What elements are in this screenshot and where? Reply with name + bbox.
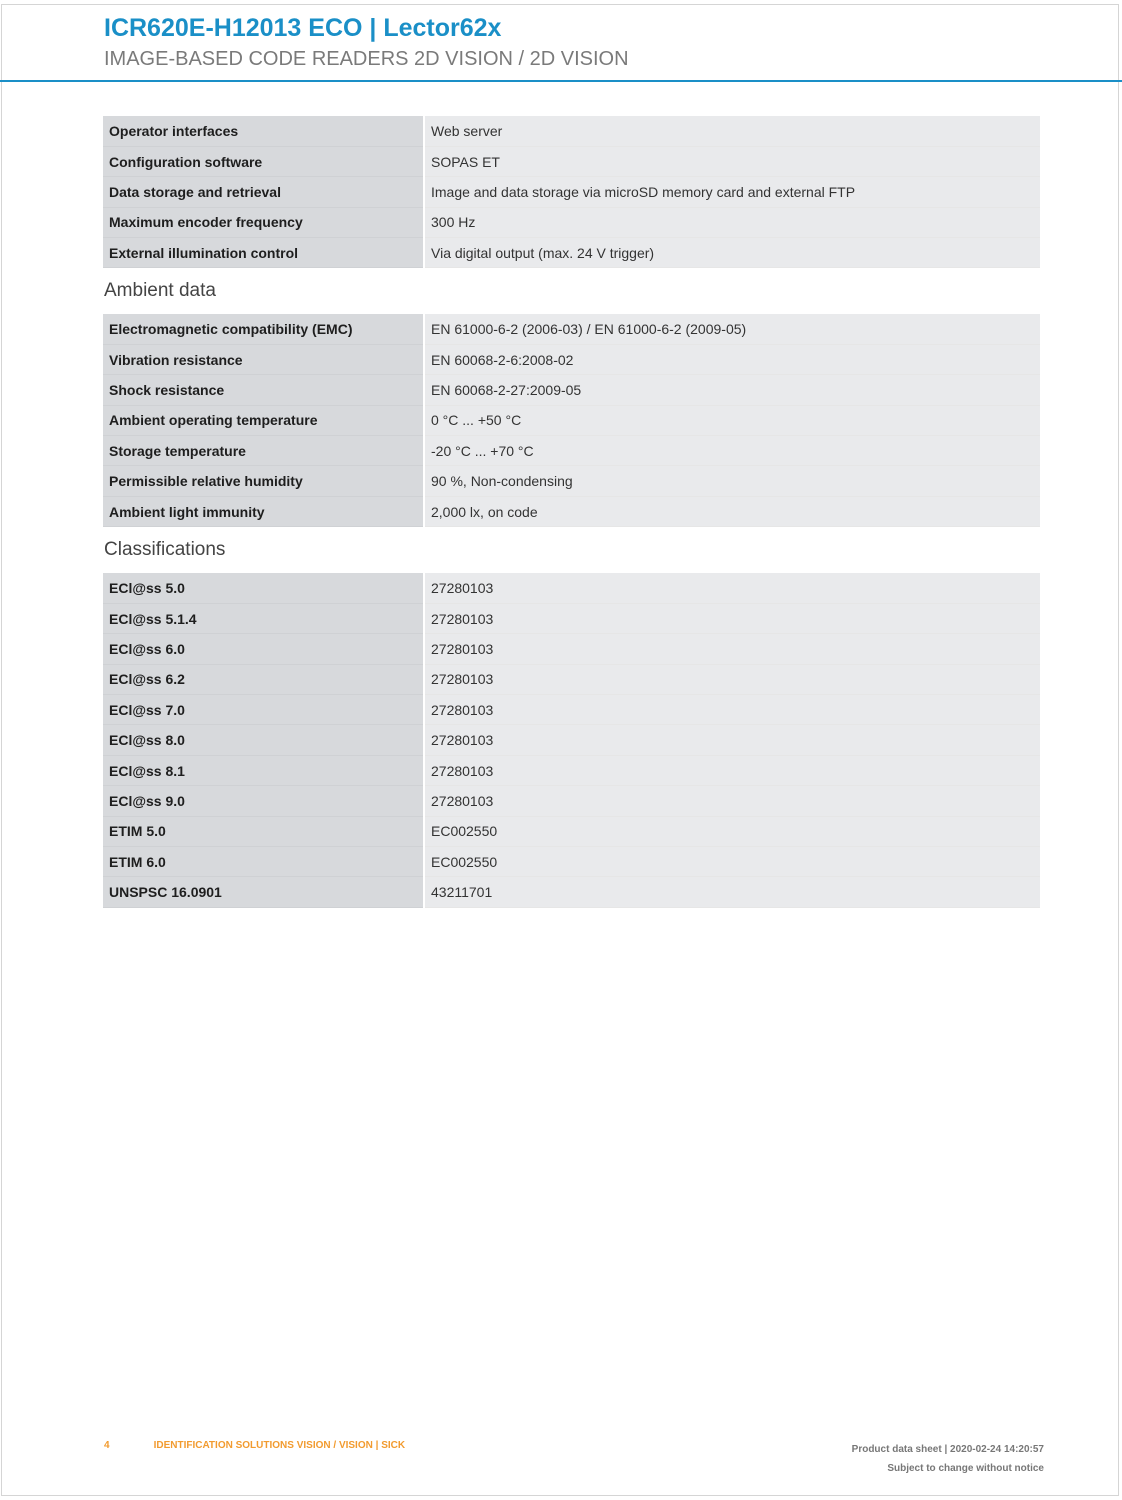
spec-row — [103, 755, 1040, 785]
spec-row — [103, 238, 1040, 268]
spec-value: EN 60068-2-6:2008-02 — [424, 344, 1040, 374]
footer-left — [104, 1440, 405, 1451]
spec-row — [103, 375, 1040, 405]
footer-section: IDENTIFICATION SOLUTIONS VISION / VISION | SICK — [153, 1440, 406, 1451]
spec-label: Electromagnetic compatibility (EMC) — [103, 314, 424, 344]
spec-row — [103, 725, 1040, 755]
spec-value: 27280103 — [424, 603, 1040, 633]
spec-row — [103, 816, 1040, 846]
ambient-heading: Ambient data — [104, 280, 216, 301]
spec-row — [103, 877, 1040, 907]
spec-label: Vibration resistance — [103, 344, 424, 374]
spec-value: -20 °C ... +70 °C — [424, 436, 1040, 466]
spec-label: ETIM 6.0 — [103, 847, 424, 877]
spec-value: Via digital output (max. 24 V trigger) — [424, 238, 1040, 268]
spec-label: Storage temperature — [103, 436, 424, 466]
spec-value: 90 %, Non-condensing — [424, 466, 1040, 496]
spec-row — [103, 573, 1040, 603]
product-title: ICR620E-H12013 ECO | Lector62x — [104, 14, 502, 42]
spec-label: Ambient light immunity — [103, 496, 424, 526]
spec-value: SOPAS ET — [424, 146, 1040, 176]
spec-row — [103, 786, 1040, 816]
spec-value: EN 60068-2-27:2009-05 — [424, 375, 1040, 405]
page-header — [0, 0, 1122, 82]
spec-label: UNSPSC 16.0901 — [103, 877, 424, 907]
spec-label: ECl@ss 6.0 — [103, 634, 424, 664]
spec-value: 300 Hz — [424, 207, 1040, 237]
classifications-table — [103, 573, 1040, 908]
spec-row — [103, 177, 1040, 207]
spec-row — [103, 603, 1040, 633]
footer-right — [852, 1440, 1044, 1478]
spec-label: Data storage and retrieval — [103, 177, 424, 207]
change-notice: Subject to change without notice — [887, 1463, 1044, 1474]
spec-label: Operator interfaces — [103, 116, 424, 146]
interfaces-table — [103, 116, 1040, 268]
spec-value: EC002550 — [424, 816, 1040, 846]
spec-value: 43211701 — [424, 877, 1040, 907]
spec-row — [103, 496, 1040, 526]
spec-label: Shock resistance — [103, 375, 424, 405]
spec-label: ECl@ss 5.1.4 — [103, 603, 424, 633]
spec-value: 0 °C ... +50 °C — [424, 405, 1040, 435]
spec-value: 27280103 — [424, 725, 1040, 755]
datasheet-timestamp: Product data sheet | 2020-02-24 14:20:57 — [851, 1444, 1044, 1455]
spec-value: Image and data storage via microSD memory card and external FTP — [424, 177, 1040, 207]
spec-row — [103, 466, 1040, 496]
spec-value: 27280103 — [424, 755, 1040, 785]
spec-value: EC002550 — [424, 847, 1040, 877]
spec-row — [103, 146, 1040, 176]
spec-label: External illumination control — [103, 238, 424, 268]
spec-label: ECl@ss 9.0 — [103, 786, 424, 816]
spec-row — [103, 634, 1040, 664]
spec-label: Ambient operating temperature — [103, 405, 424, 435]
spec-label: ECl@ss 8.1 — [103, 755, 424, 785]
spec-label: Permissible relative humidity — [103, 466, 424, 496]
spec-label: Maximum encoder frequency — [103, 207, 424, 237]
spec-value: EN 61000-6-2 (2006-03) / EN 61000-6-2 (2009-05) — [424, 314, 1040, 344]
product-subtitle: IMAGE-BASED CODE READERS 2D VISION / 2D VISION — [104, 48, 629, 70]
ambient-table — [103, 314, 1040, 527]
spec-label: ETIM 5.0 — [103, 816, 424, 846]
page-number: 4 — [104, 1440, 110, 1451]
spec-value: 27280103 — [424, 573, 1040, 603]
spec-row — [103, 436, 1040, 466]
spec-label: ECl@ss 6.2 — [103, 664, 424, 694]
spec-value: 27280103 — [424, 634, 1040, 664]
spec-value: 27280103 — [424, 664, 1040, 694]
spec-value: 27280103 — [424, 695, 1040, 725]
spec-row — [103, 405, 1040, 435]
spec-label: Configuration software — [103, 146, 424, 176]
classifications-heading: Classifications — [104, 539, 226, 560]
spec-label: ECl@ss 7.0 — [103, 695, 424, 725]
spec-row — [103, 314, 1040, 344]
spec-value: 2,000 lx, on code — [424, 496, 1040, 526]
spec-row — [103, 664, 1040, 694]
spec-row — [103, 344, 1040, 374]
spec-value: Web server — [424, 116, 1040, 146]
spec-row — [103, 847, 1040, 877]
spec-row — [103, 207, 1040, 237]
spec-label: ECl@ss 5.0 — [103, 573, 424, 603]
spec-label: ECl@ss 8.0 — [103, 725, 424, 755]
spec-row — [103, 695, 1040, 725]
spec-row — [103, 116, 1040, 146]
spec-value: 27280103 — [424, 786, 1040, 816]
